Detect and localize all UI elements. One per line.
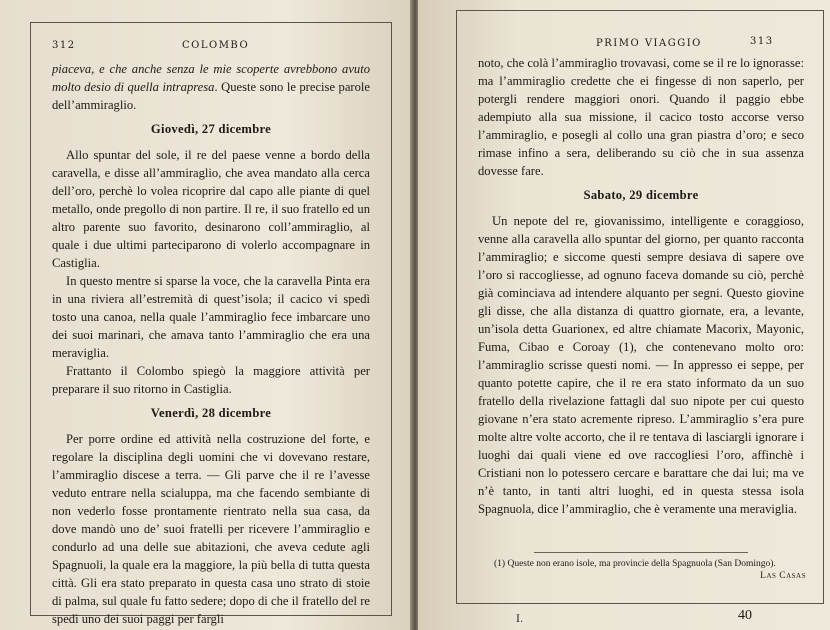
paragraph: Un nepote del re, giovanissimo, intelligente e coraggioso, venne alla caravella allo spuntar del giorno, per quanto racconta l’ammiraglio; e siccome questi sempre desiava di sapere ove l’oro si raccogliesse, ad ognuno faceva domande su ciò, perchè già cominciava ad intendere alquanto per segni. Questo giovine gli disse, che alla distanza di quattro giornate, era, a levante, un’isola detta Guarionex, ed altre chiamate Macorix, Mayonic, Fuma, Cibao e Coroay (1), che contenevano molto oro: l’ammiraglio scrisse questi nomi. — In appresso ei seppe, per quanto potette capire, che il re era stato informato da un suo fratello della rivelazione fattagli dal suo nipote per cui questo giovane n’era stato acremente ripreso. L’ammiraglio s’era pure molte altre volte accorto, che il re tentava di lasciargli ignorare i luoghi dai quali viene ed ove raccogliesi l’oro, affinchè i Cristiani non lo potessero cercare e barattare che dai lui; ma ve n’è tanto, in tanti altri luoghi, ed in questa stessa isola Spagnuola, dice l’ammiraglio, che è veramente una meraviglia. bbox=[478, 214, 804, 516]
italic-quote-line: piaceva, e che anche senza le mie scoperte avrebbono avuto bbox=[52, 62, 370, 76]
italic-quote-line: molto desio di quella intrapresa bbox=[52, 80, 215, 94]
paragraph: noto, che colà l’ammiraglio trovavasi, come se il re lo ignorasse: ma l’ammiraglio credette che ei fingesse di non saperlo, per potergli rendere maggiori onori. Quando il paggio ebbe adempiuto alla sua missione, il cacico tosto accorse verso l’ammiraglio, e posegli al collo una gran piastra d’oro; e seco rimase infino a sera, deliberando su ciò che in sua assenza dovesse fare. bbox=[478, 56, 804, 178]
footnote-text: (1) Queste non erano isole, ma provincie della Spagnuola (San Domingo). bbox=[494, 559, 776, 569]
footnote-author: Las Casas bbox=[760, 571, 806, 581]
paragraph: In questo mentre si sparse la voce, che la caravella Pinta era in una riviera all’estremità di quest’isola; il cacico vi spedì tosto una canoa, nella quale l’ammiraglio fece imbarcare uno dei suoi marinari, che amava tanto l’ammiraglio che era una meraviglia. bbox=[52, 274, 370, 360]
left-body-text bbox=[52, 60, 370, 628]
paragraph: Per porre ordine ed attività nella costruzione del forte, e regolare la disciplina degli uomini che vi dovevano restare, l’ammiraglio discese a terra. — Gli parve che il re l’avesse veduto entrare nella scialuppa, ma che facendo sembiante di non vederlo fosse prontamente rientrato nella sua casa, da dove mandò uno de’ suoi fratelli per ricevere l’ammiraglio e condurlo ad una delle sue abitazioni, che aveva cedute agli Spagnuoli, la quale era la maggiore, la più bella di tutta questa città. Gli era stato preparato in questa casa uno strato di stoie di palma, sul quale fu fatto sedere; dopo di che il fratello del re spedì uno dei suoi paggi per fargli bbox=[52, 432, 370, 626]
sheet-number: 40 bbox=[738, 608, 752, 623]
quote-tail: . Queste sono le precise parole dell’ammiragliо. bbox=[52, 80, 370, 112]
date-heading: Venerdì, 28 dicembre bbox=[150, 406, 272, 420]
footnote-rule bbox=[534, 552, 748, 553]
page-number: 312 bbox=[52, 40, 76, 51]
page-number: 313 bbox=[750, 36, 774, 47]
paragraph: Frattanto il Colombo spiegò la maggiore attività per preparare il suo ritorno in Castiglia. bbox=[52, 364, 370, 396]
left-page bbox=[0, 0, 412, 630]
signature-mark: I. bbox=[516, 614, 524, 625]
paragraph: Allo spuntar del sole, il re del paese venne a bordo della caravella, e disse all’ammiraglio, che avea mandato alla cerca dell’oro, perchè lo volea ricoprire dal capo alle piante di quel metallo, onde pregollo di non partire. Il re, il suo fratello ed un altro parente suo favorito, desinarono coll’ammiraglio, al quale i due ultimi parteciparono di volerlo accompagnare in Castiglia. bbox=[52, 148, 370, 270]
date-heading: Giovedì, 27 dicembre bbox=[150, 122, 272, 136]
right-page bbox=[418, 0, 830, 630]
right-body-text bbox=[478, 54, 804, 518]
footnote bbox=[494, 558, 806, 582]
running-title: PRIMO VIAGGIO bbox=[596, 38, 702, 49]
running-title: COLOMBO bbox=[182, 40, 250, 51]
date-heading: Sabato, 29 dicembre bbox=[583, 188, 699, 202]
